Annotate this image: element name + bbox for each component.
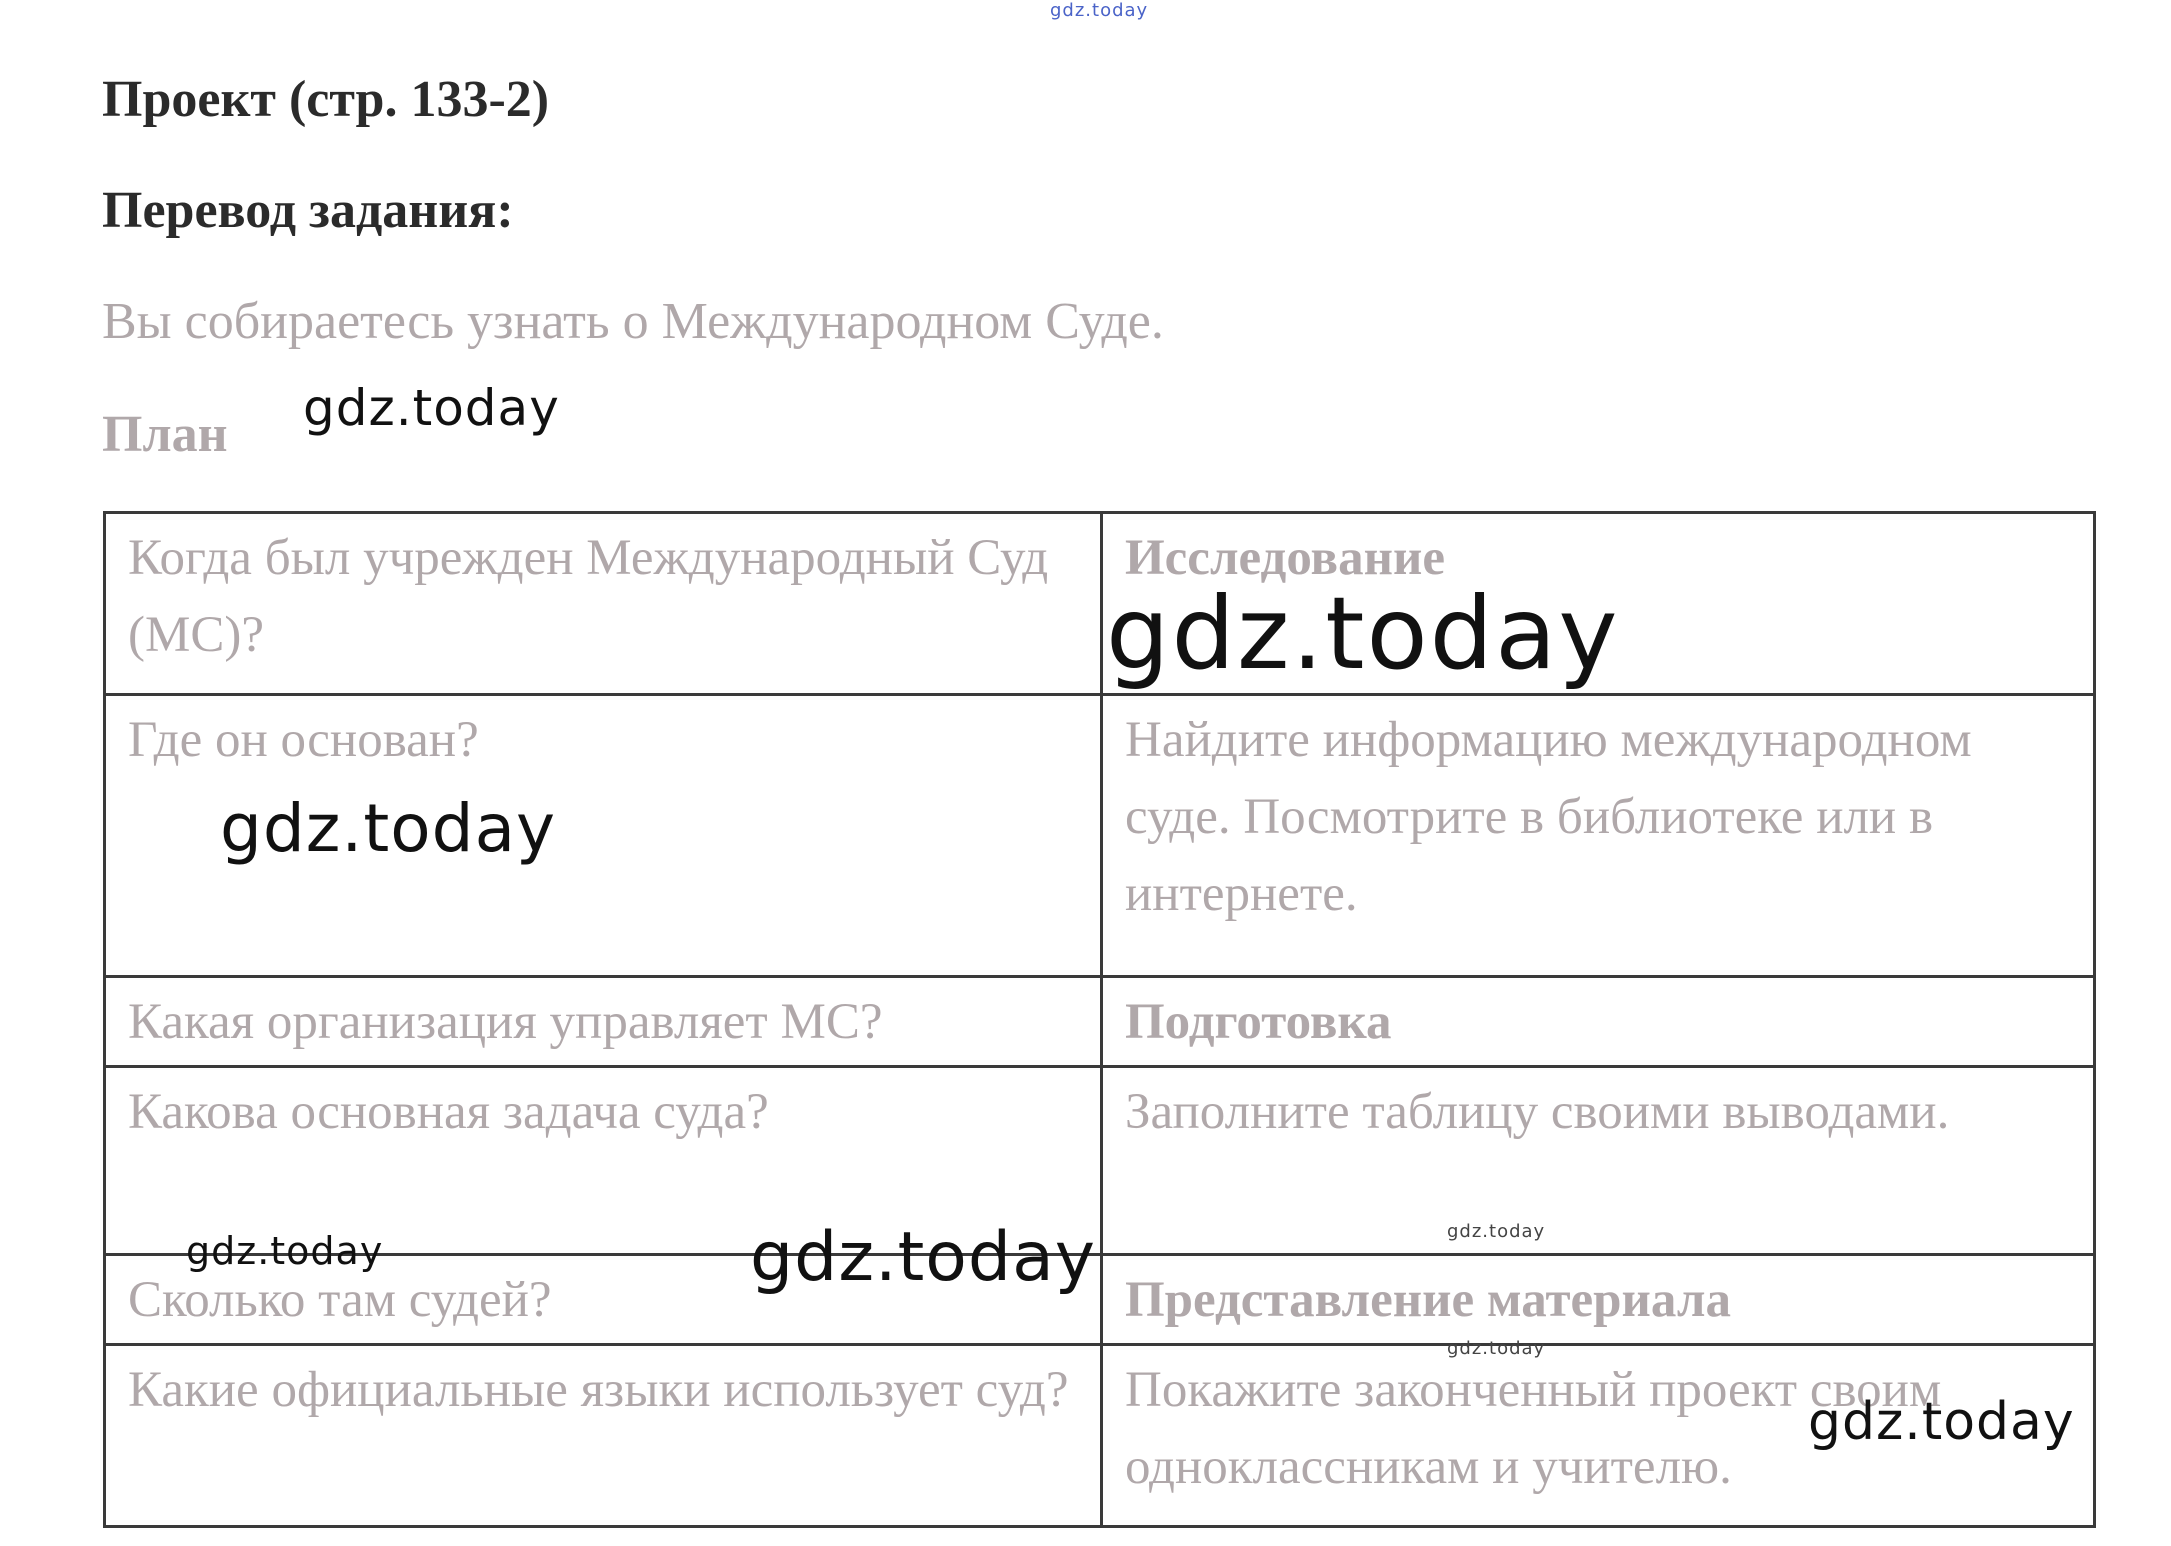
watermark: gdz.today (1106, 575, 1620, 692)
table-row (105, 513, 2095, 695)
page-title: Проект (стр. 133-2) (102, 71, 550, 128)
watermark: gdz.today (303, 379, 560, 437)
instruction-cell: Найдите информацию международном суде. Посмотрите в библиотеке или в интернете. (1102, 695, 2095, 977)
table-row (105, 977, 2095, 1067)
question-cell: Какие официальные языки использует суд? (105, 1345, 1102, 1527)
instruction-cell: Покажите законченный проект своим одноклассникам и учителю. (1102, 1345, 2095, 1527)
question-cell: Сколько там судей? (105, 1255, 1102, 1345)
watermark: gdz.today (750, 1218, 1096, 1297)
watermark: gdz.today (1447, 1221, 1546, 1242)
table-row (105, 1067, 2095, 1255)
watermark: gdz.today (1447, 1338, 1546, 1359)
instruction-cell: Заполните таблицу своими выводами. (1102, 1067, 2095, 1255)
question-cell: Где он основан? (105, 695, 1102, 977)
watermark: gdz.today (186, 1229, 384, 1273)
watermark: gdz.today (220, 790, 557, 867)
watermark: gdz.today (1050, 0, 1149, 21)
section-subtitle: Перевод задания: (102, 182, 514, 239)
stage-header-cell: Исследование (1102, 513, 2095, 695)
plan-table (103, 511, 2096, 1528)
table-row (105, 1345, 2095, 1527)
table-row (105, 1255, 2095, 1345)
stage-header-cell: Представление материала (1102, 1255, 2095, 1345)
intro-text: Вы собираетесь узнать о Международном Суде. (102, 293, 1164, 350)
watermark: gdz.today (1808, 1392, 2075, 1452)
plan-label: План (102, 406, 228, 463)
question-cell: Когда был учрежден Международный Суд (МС)? (105, 513, 1102, 695)
stage-header-cell: Подготовка (1102, 977, 2095, 1067)
question-cell: Какая организация управляет МС? (105, 977, 1102, 1067)
question-cell: Какова основная задача суда? (105, 1067, 1102, 1255)
